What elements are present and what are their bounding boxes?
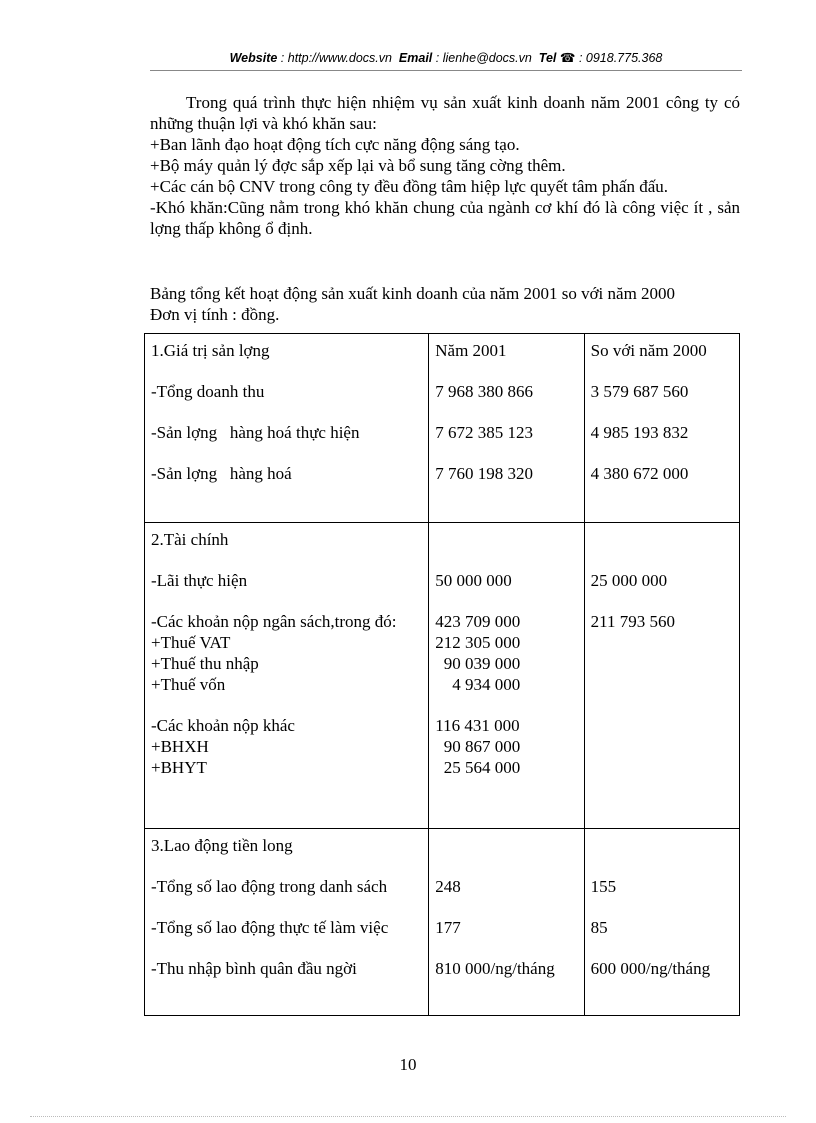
intro-item: +Bộ máy quản lý đợc sắp xếp lại và bổ sung tăng cờng thêm. bbox=[150, 156, 566, 175]
value-2001: 7 760 198 320 bbox=[435, 464, 534, 483]
website-value: : http://www.docs.vn bbox=[280, 51, 392, 65]
value-2001: 7 672 385 123 bbox=[435, 423, 534, 442]
table-row bbox=[145, 523, 740, 829]
table-cell bbox=[145, 829, 429, 1016]
value-2001: 4 934 000 bbox=[435, 675, 521, 694]
intro-item: -Khó khăn:Cũng nằm trong khó khăn chung của ngành cơ khí đó là công việc ít , sản lợng thấp không ổ định. bbox=[150, 198, 740, 238]
summary-table bbox=[144, 333, 740, 1016]
row-label: -Các khoản nộp ngân sách,trong đó: bbox=[151, 612, 397, 631]
value-vs-2000: 4 985 193 832 bbox=[590, 423, 689, 442]
row-label: +Thuế vốn bbox=[151, 675, 226, 694]
row-label: -Tổng số lao động thực tế làm việc bbox=[151, 918, 389, 937]
footer-divider bbox=[30, 1116, 786, 1117]
value-2001: 7 968 380 866 bbox=[435, 382, 534, 401]
table-cell bbox=[429, 829, 584, 1016]
value-2001: 177 bbox=[435, 918, 461, 937]
value-2001: 248 bbox=[435, 877, 461, 896]
table-cell bbox=[145, 523, 429, 829]
column-header: Năm 2001 bbox=[435, 341, 507, 360]
summary-title: Bảng tổng kết hoạt động sản xuất kinh doanh của năm 2001 so với năm 2000 bbox=[150, 284, 676, 303]
value-2001: 212 305 000 bbox=[435, 633, 521, 652]
email-label: Email bbox=[398, 51, 433, 65]
table-cell bbox=[584, 334, 739, 523]
value-vs-2000: 600 000/ng/tháng bbox=[590, 959, 711, 978]
value-2001: 25 564 000 bbox=[435, 758, 521, 777]
value-2001: 90 867 000 bbox=[435, 737, 521, 756]
row-label: +BHYT bbox=[151, 758, 207, 777]
tel-value: : 0918.775.368 bbox=[578, 51, 663, 65]
section-title: 2.Tài chính bbox=[151, 530, 229, 549]
value-vs-2000: 4 380 672 000 bbox=[590, 464, 689, 483]
page-number: 10 bbox=[399, 1055, 417, 1074]
value-2001: 423 709 000 bbox=[435, 612, 521, 631]
table-cell bbox=[429, 334, 584, 523]
row-label: -Các khoản nộp khác bbox=[151, 716, 295, 735]
intro-item: +Ban lãnh đạo hoạt động tích cực năng động sáng tạo. bbox=[150, 135, 520, 154]
value-vs-2000: 3 579 687 560 bbox=[590, 382, 689, 401]
tel-label: Tel bbox=[538, 51, 557, 65]
value-2001: 90 039 000 bbox=[435, 654, 521, 673]
value-vs-2000: 211 793 560 bbox=[590, 612, 675, 631]
table-cell bbox=[429, 523, 584, 829]
intro-item: +Các cán bộ CNV trong công ty đều đồng tâm hiệp lực quyết tâm phấn đấu. bbox=[150, 177, 668, 196]
section-title: 3.Lao động tiền long bbox=[151, 836, 293, 855]
value-vs-2000: 85 bbox=[590, 918, 608, 937]
value-2001: 50 000 000 bbox=[435, 571, 512, 590]
value-vs-2000: 25 000 000 bbox=[590, 571, 668, 590]
row-label: -Tổng doanh thu bbox=[151, 382, 265, 401]
summary-unit: Đơn vị tính : đồng. bbox=[150, 305, 280, 324]
row-label: +BHXH bbox=[151, 737, 209, 756]
table-row bbox=[145, 829, 740, 1016]
value-2001: 810 000/ng/tháng bbox=[435, 959, 555, 978]
section-title: 1.Giá trị sản lợng bbox=[151, 341, 270, 360]
intro-paragraph: Trong quá trình thực hiện nhiệm vụ sản xuất kinh doanh năm 2001 công ty có những thuận lợi và khó khăn sau: bbox=[150, 93, 740, 133]
table-row bbox=[145, 334, 740, 523]
table-cell bbox=[584, 523, 739, 829]
row-label: -Thu nhập bình quân đầu ngời bbox=[151, 959, 357, 978]
column-header: So với năm 2000 bbox=[590, 341, 707, 360]
value-2001: 116 431 000 bbox=[435, 716, 520, 735]
header-divider bbox=[150, 70, 742, 71]
table-cell bbox=[145, 334, 429, 523]
phone-icon: ☎ bbox=[559, 51, 576, 65]
intro-section bbox=[150, 92, 740, 325]
row-label: -Lãi thực hiện bbox=[151, 571, 248, 590]
row-label: -Sản lợng hàng hoá thực hiện bbox=[151, 423, 360, 442]
page-header bbox=[150, 50, 742, 65]
row-label: +Thuế VAT bbox=[151, 633, 231, 652]
value-vs-2000: 155 bbox=[590, 877, 617, 896]
website-label: Website bbox=[229, 51, 278, 65]
table-cell bbox=[584, 829, 739, 1016]
row-label: -Tổng số lao động trong danh sách bbox=[151, 877, 388, 896]
row-label: +Thuế thu nhập bbox=[151, 654, 259, 673]
row-label: -Sản lợng hàng hoá bbox=[151, 464, 292, 483]
email-value: : lienhe@docs.vn bbox=[435, 51, 532, 65]
